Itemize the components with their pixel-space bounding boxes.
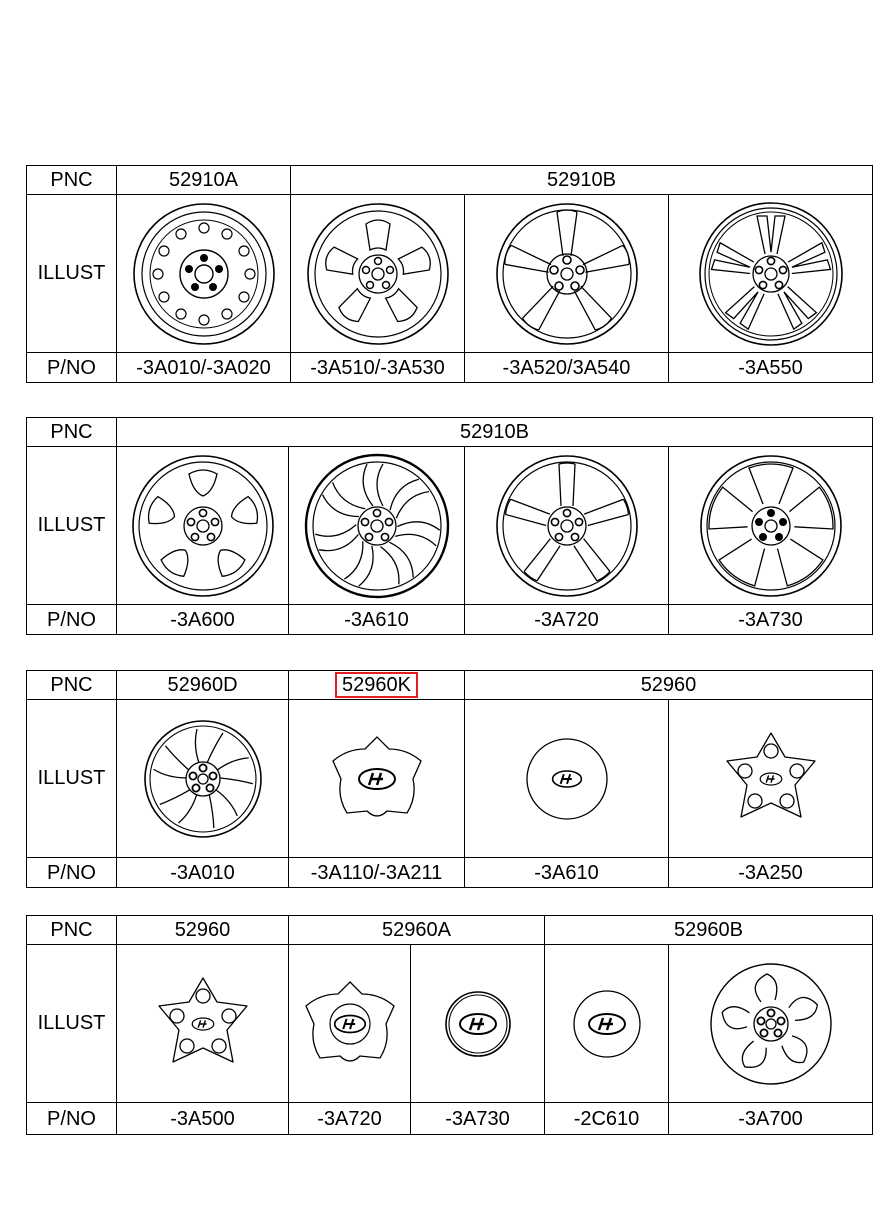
pnc-value: 52960A	[288, 916, 544, 944]
alloy-wheel-split-spoke-icon	[668, 195, 872, 352]
illust-label: ILLUST	[37, 767, 106, 789]
pnc-value: 52960B	[544, 916, 872, 944]
alloy-wheel-5-hole-icon	[116, 447, 288, 604]
center-cap-round-icon	[464, 700, 668, 857]
pno-row	[27, 605, 872, 635]
pno-value: -3A610	[464, 858, 668, 888]
pnc-row	[27, 916, 872, 945]
alloy-wheel-star-spoke-icon	[668, 447, 872, 604]
wheel-cover-icon	[668, 945, 872, 1102]
pnc-value: 52960	[464, 671, 872, 699]
pno-value: -3A730	[668, 605, 872, 635]
pno-value: -3A520/3A540	[464, 353, 668, 383]
illust-label: ILLUST	[37, 1012, 106, 1034]
illust-row	[27, 195, 872, 353]
pno-row	[27, 353, 872, 383]
pno-value: -3A010/-3A020	[116, 353, 290, 383]
center-cap-star-icon	[116, 945, 288, 1102]
hubcap-emblem-icon	[410, 945, 544, 1102]
pno-value: -3A500	[116, 1103, 288, 1135]
pno-value: -3A720	[288, 1103, 410, 1135]
wheel-cover-icon	[116, 700, 288, 857]
alloy-wheel-curved-spoke-icon	[288, 447, 464, 604]
pnc-value: 52960	[116, 916, 288, 944]
center-cap-5-point-icon	[288, 700, 464, 857]
pno-value: -3A550	[668, 353, 872, 383]
illust-label: ILLUST	[37, 262, 106, 284]
pnc-value: 52910B	[116, 418, 872, 446]
parts-table-1	[26, 165, 873, 383]
center-cap-5-point-icon	[288, 945, 410, 1102]
steel-wheel-icon	[116, 195, 290, 352]
alloy-wheel-twin-spoke-icon	[464, 195, 668, 352]
pnc-label: PNC	[50, 420, 93, 443]
pno-label: P/NO	[47, 356, 96, 379]
highlight-box[interactable]: 52960K	[335, 672, 418, 698]
pno-value: -3A010	[116, 858, 288, 888]
parts-table-3	[26, 670, 873, 888]
pnc-label: PNC	[50, 673, 93, 696]
pno-row	[27, 1103, 872, 1135]
pno-value: -2C610	[544, 1103, 668, 1135]
pno-value: -3A610	[288, 605, 464, 635]
pno-value: -3A110/-3A211	[288, 858, 464, 888]
pno-value: -3A250	[668, 858, 872, 888]
parts-table-2	[26, 417, 873, 635]
pnc-value: 52960D	[116, 671, 288, 699]
pno-value: -3A700	[668, 1103, 872, 1135]
pnc-row	[27, 418, 872, 447]
pnc-label: PNC	[50, 168, 93, 191]
pno-label: P/NO	[47, 1107, 96, 1130]
illust-row	[27, 700, 872, 858]
parts-table-4	[26, 915, 873, 1135]
pno-value: -3A720	[464, 605, 668, 635]
hubcap-emblem-icon	[544, 945, 668, 1102]
pnc-row	[27, 671, 872, 700]
pno-value: -3A730	[410, 1103, 544, 1135]
pnc-value-highlighted	[288, 671, 464, 699]
center-cap-star-icon	[668, 700, 872, 857]
pno-row	[27, 858, 872, 888]
illust-row	[27, 447, 872, 605]
alloy-wheel-5-spoke-icon	[290, 195, 464, 352]
illust-row	[27, 945, 872, 1103]
pno-label: P/NO	[47, 861, 96, 884]
illust-label: ILLUST	[37, 514, 106, 536]
pnc-label: PNC	[50, 918, 93, 941]
pno-value: -3A510/-3A530	[290, 353, 464, 383]
pnc-row	[27, 166, 872, 195]
pnc-value: 52910A	[116, 166, 290, 194]
alloy-wheel-straight-spoke-icon	[464, 447, 668, 604]
pno-value: -3A600	[116, 605, 288, 635]
pnc-value: 52910B	[290, 166, 872, 194]
pno-label: P/NO	[47, 608, 96, 631]
